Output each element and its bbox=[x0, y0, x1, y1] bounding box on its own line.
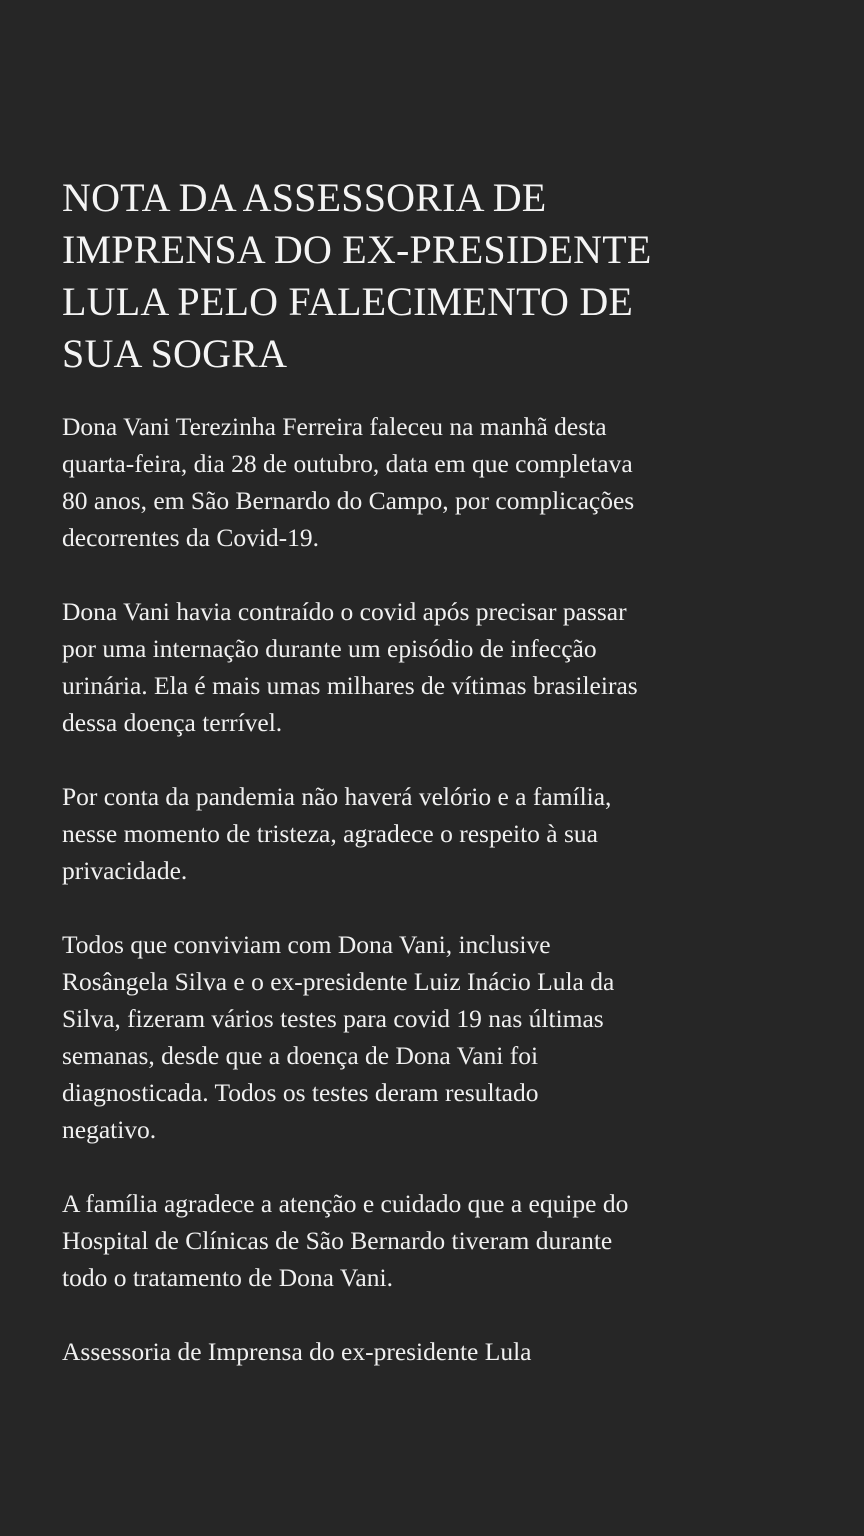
paragraph-illness-details: Dona Vani havia contraído o covid após precisar passar por uma internação durante um episódio de infecção urinária. Ela é mais umas milhares de vítimas brasileiras dessa doença terrível. bbox=[62, 597, 638, 737]
paragraph-no-wake: Por conta da pandemia não haverá velório e a família, nesse momento de tristeza, agradece o respeito à sua privacidade. bbox=[62, 782, 612, 885]
note-body bbox=[62, 408, 822, 1370]
paragraph-thanks-hospital: A família agradece a atenção e cuidado que a equipe do Hospital de Clínicas de São Bernardo tiveram durante todo o tratamento de Dona Vani. bbox=[62, 1189, 629, 1292]
note-title: NOTA DA ASSESSORIA DE IMPRENSA DO EX-PRESIDENTE LULA PELO FALECIMENTO DE SUA SOGRA bbox=[62, 175, 652, 376]
signature-line: Assessoria de Imprensa do ex-presidente Lula bbox=[62, 1337, 532, 1366]
paragraph-death-announcement: Dona Vani Terezinha Ferreira faleceu na manhã desta quarta-feira, dia 28 de outubro, data em que completava 80 anos, em São Bernardo do Campo, por complicações decorrentes da Covid-19. bbox=[62, 412, 635, 552]
press-note bbox=[62, 172, 822, 1370]
paragraph-tests: Todos que conviviam com Dona Vani, inclusive Rosângela Silva e o ex-presidente Luiz Inácio Lula da Silva, fizeram vários testes para covid 19 nas últimas semanas, desde que a doença de Dona Vani foi diagnosticada. Todos os testes deram resultado negativo. bbox=[62, 930, 615, 1144]
